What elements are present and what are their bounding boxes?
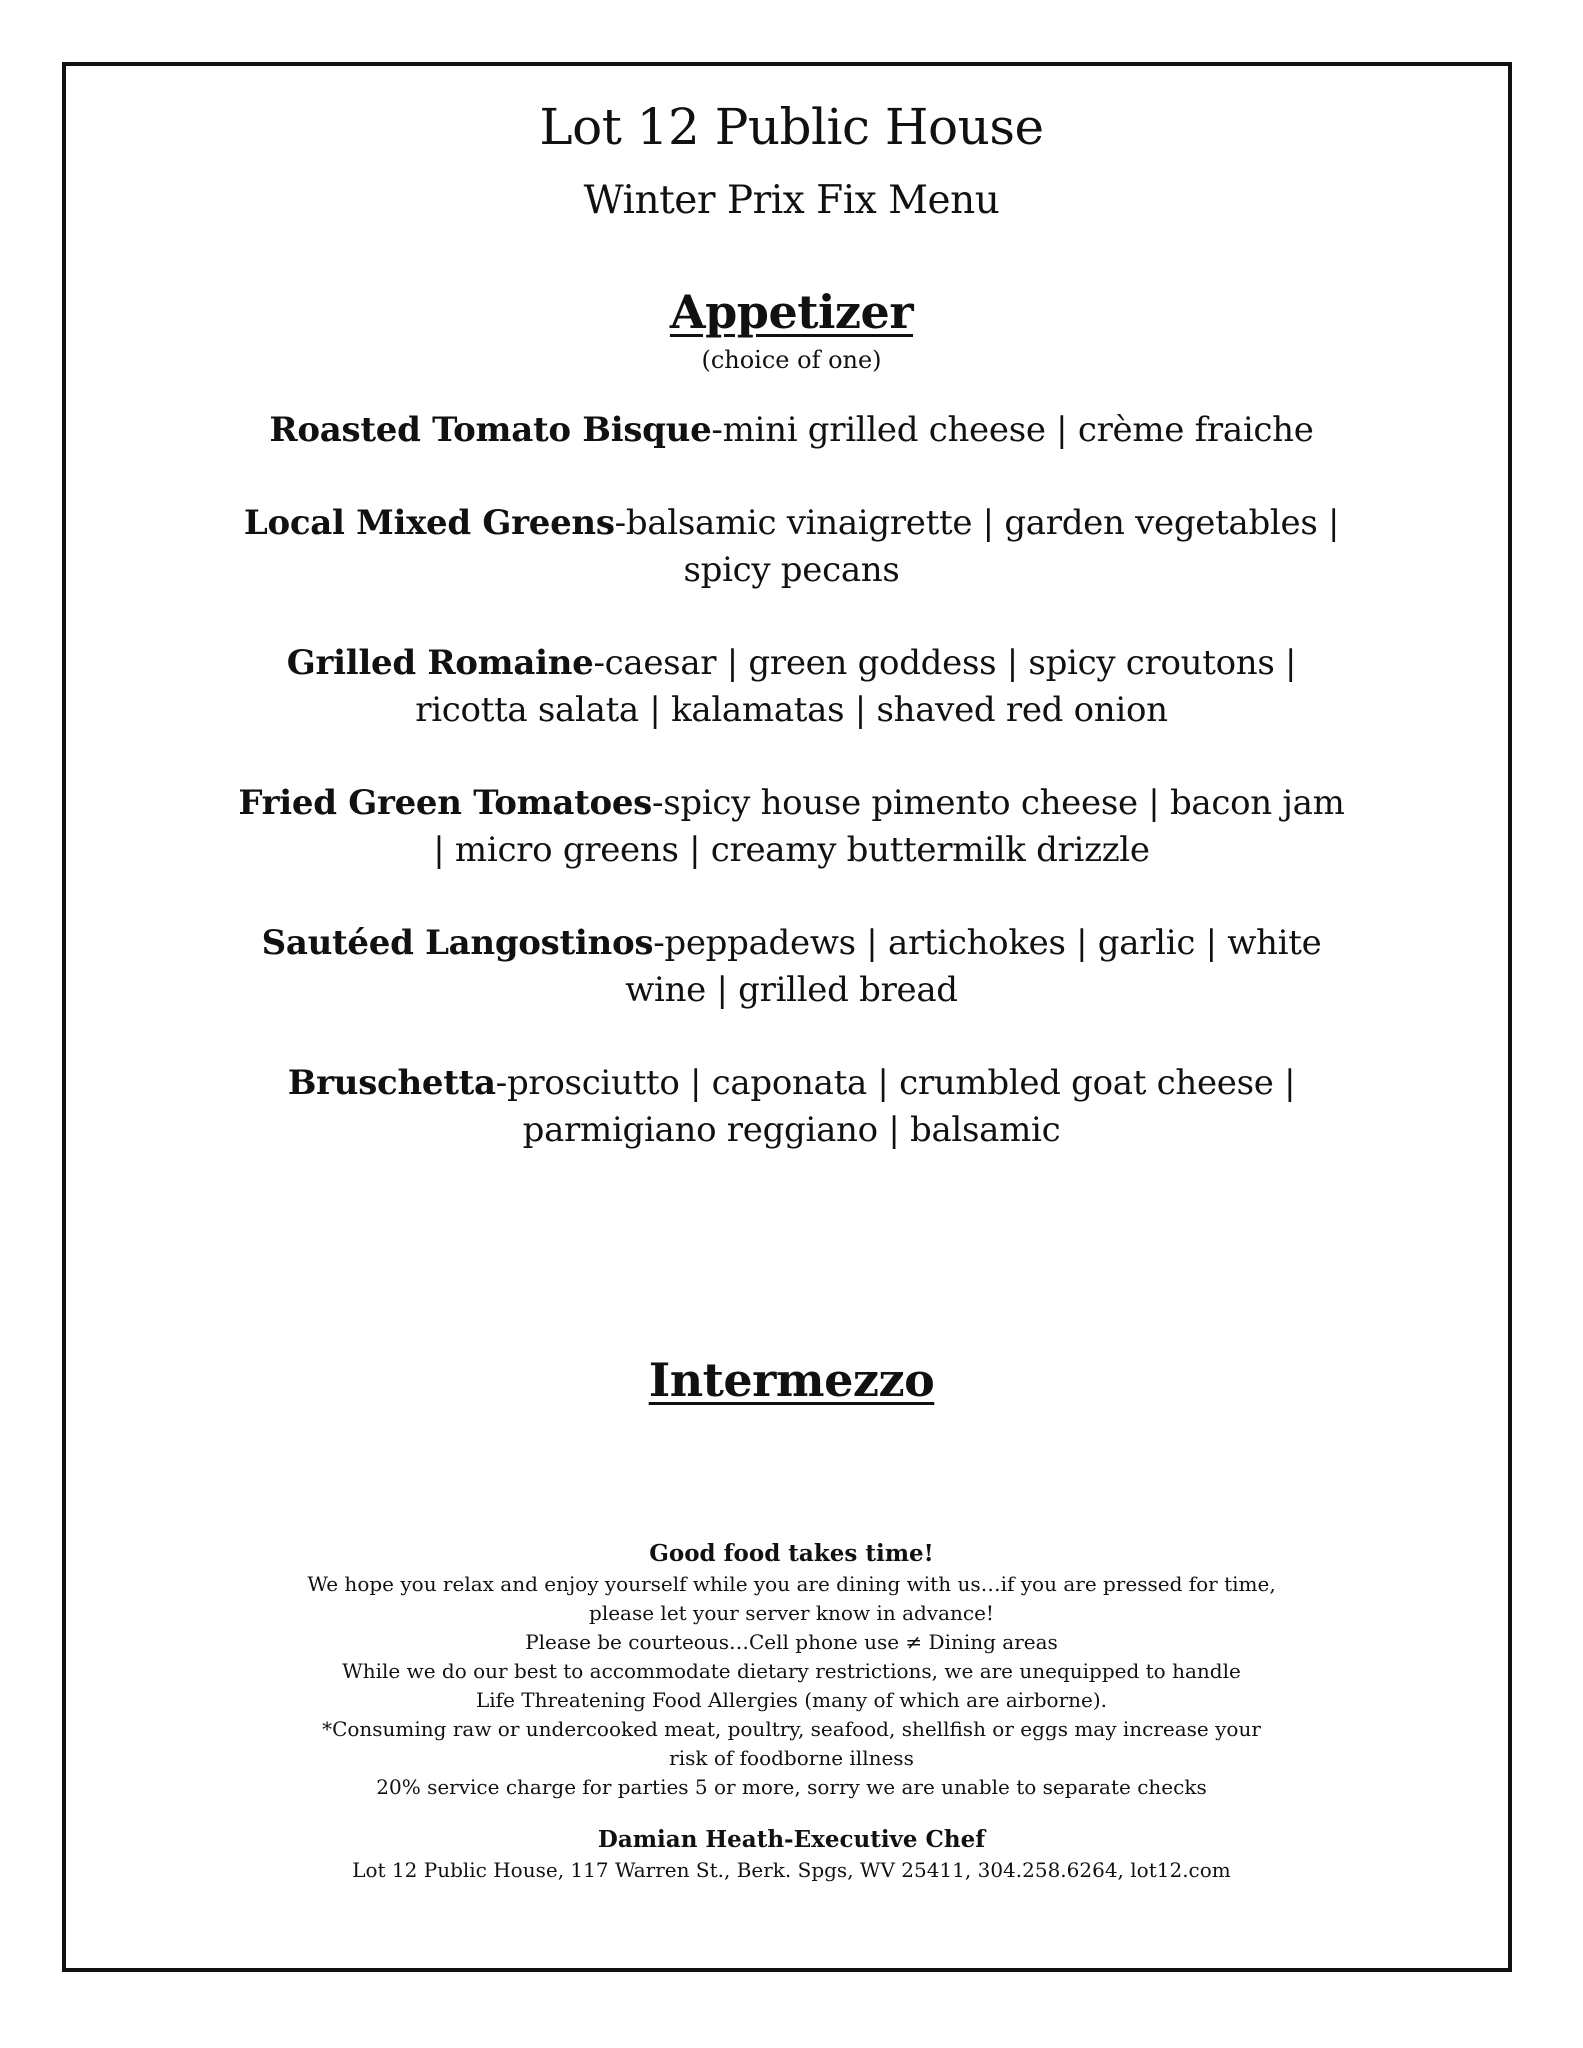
menu-item (232, 407, 1352, 454)
notice-line: Please be courteous…Cell phone use ≠ Dining areas (525, 1630, 1058, 1654)
notice-line: please let your server know in advance! (589, 1601, 994, 1625)
menu-item-description: -mini grilled cheese | crème fraiche (711, 410, 1314, 450)
appetizer-heading: Appetizer (669, 285, 914, 339)
menu-item (232, 920, 1352, 1014)
appetizer-list (0, 407, 1583, 1200)
notice-line: 20% service charge for parties 5 or more, sorry we are unable to separate checks (376, 1775, 1207, 1799)
menu-item-name: Grilled Romaine (286, 643, 594, 683)
notice-line: risk of foodborne illness (669, 1746, 914, 1770)
notice-line: Life Threatening Food Allergies (many of which are airborne). (475, 1688, 1108, 1712)
restaurant-title: Lot 12 Public House (539, 98, 1044, 156)
appetizer-choice-note: (choice of one) (701, 346, 882, 374)
menu-item-name: Fried Green Tomatoes (238, 783, 653, 823)
notice-heading: Good food takes time! (649, 1540, 934, 1567)
menu-item (232, 640, 1352, 734)
notice-line: We hope you relax and enjoy yourself while you are dining with us…if you are pressed for time, (307, 1572, 1276, 1596)
menu-item-description: -caesar | green goddess | spicy croutons | ricotta salata | kalamatas | shaved red onion (415, 643, 1297, 730)
menu-item-description: -peppadews | artichokes | garlic | white wine | grilled bread (625, 923, 1322, 1010)
menu-item-name: Roasted Tomato Bisque (269, 410, 712, 450)
menu-item (232, 500, 1352, 594)
dining-notice (0, 1538, 1583, 1885)
menu-item-description: -spicy house pimento cheese | bacon jam | micro greens | creamy buttermilk drizzle (433, 783, 1345, 870)
menu-item (232, 780, 1352, 874)
menu-item-name: Bruschetta (287, 1063, 496, 1103)
menu-item-description: -balsamic vinaigrette | garden vegetables | spicy pecans (614, 503, 1340, 590)
menu-item-description: -prosciutto | caponata | crumbled goat cheese | parmigiano reggiano | balsamic (495, 1063, 1296, 1150)
restaurant-address: Lot 12 Public House, 117 Warren St., Berk. Spgs, WV 25411, 304.258.6264, lot12.com (352, 1858, 1231, 1882)
executive-chef: Damian Heath-Executive Chef (597, 1826, 986, 1853)
menu-subtitle: Winter Prix Fix Menu (583, 178, 1000, 223)
menu-item-name: Local Mixed Greens (243, 503, 615, 543)
notice-line: While we do our best to accommodate dietary restrictions, we are unequipped to handle (342, 1659, 1241, 1683)
menu-item (232, 1060, 1352, 1154)
intermezzo-heading: Intermezzo (648, 1353, 935, 1407)
notice-line: *Consuming raw or undercooked meat, poultry, seafood, shellfish or eggs may increase your (322, 1717, 1261, 1741)
menu-item-name: Sautéed Langostinos (261, 923, 654, 963)
